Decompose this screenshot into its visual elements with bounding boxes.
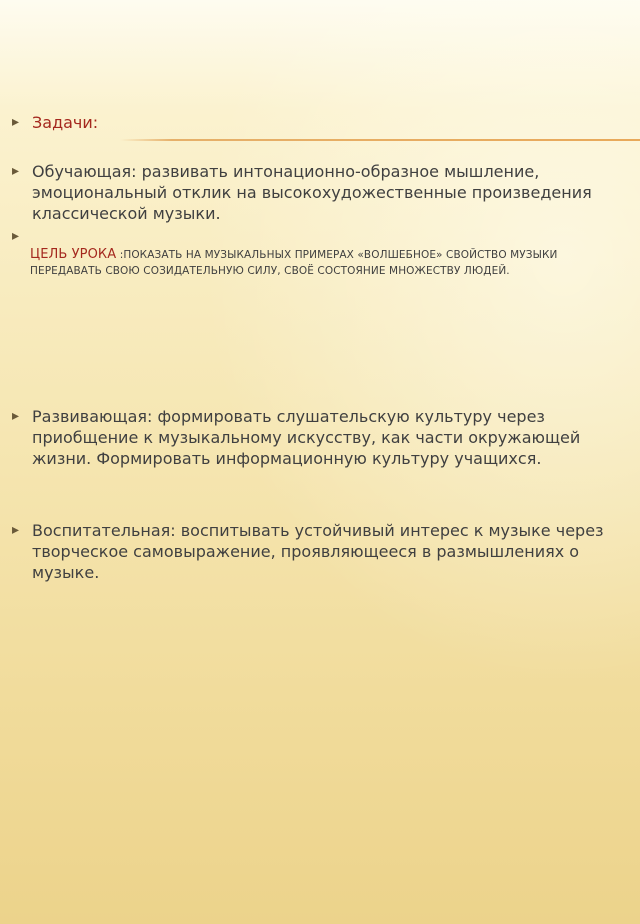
- bullet-task-3: [12, 520, 616, 583]
- bullet-marker: ▸: [12, 522, 20, 538]
- bullet-task-1: [12, 161, 616, 224]
- bullet-marker: ▸: [12, 228, 20, 244]
- bullet-marker: ▸: [12, 163, 20, 179]
- bullet-marker: ▸: [12, 408, 20, 424]
- task-upbringing: Воспитательная: воспитывать устойчивый интерес к музыке через творческое самовыражение, проявляющееся в размышлениях о музыке.: [32, 521, 604, 582]
- goal-text: :ПОКАЗАТЬ НА МУЗЫКАЛЬНЫХ ПРИМЕРАХ «ВОЛШЕБНОЕ» СВОЙСТВО МУЗЫКИ ПЕРЕДАВАТЬ СВОЮ СОЗИДАТЕЛЬНУЮ СИЛУ, СВОЁ СОСТОЯНИЕ МНОЖЕСТВУ ЛЮДЕЙ.: [30, 249, 558, 277]
- bullet-task-2: [12, 406, 616, 469]
- bullet-heading: [12, 112, 616, 133]
- bullet-empty: [12, 226, 616, 246]
- task-educational: Обучающая: развивать интонационно-образное мышление, эмоциональный отклик на высокохудожественные произведения классической музыки.: [32, 162, 592, 223]
- lesson-goal: [30, 247, 610, 279]
- goal-label: ЦЕЛЬ УРОКА: [30, 247, 117, 262]
- task-developing: Развивающая: формировать слушательскую культуру через приобщение к музыкальному искусству, как части окружающей жизни. Формировать информационную культуру учащихся.: [32, 407, 581, 468]
- bullet-marker: ▸: [12, 114, 20, 130]
- heading-underline: [120, 139, 640, 141]
- tasks-heading: Задачи:: [32, 113, 99, 132]
